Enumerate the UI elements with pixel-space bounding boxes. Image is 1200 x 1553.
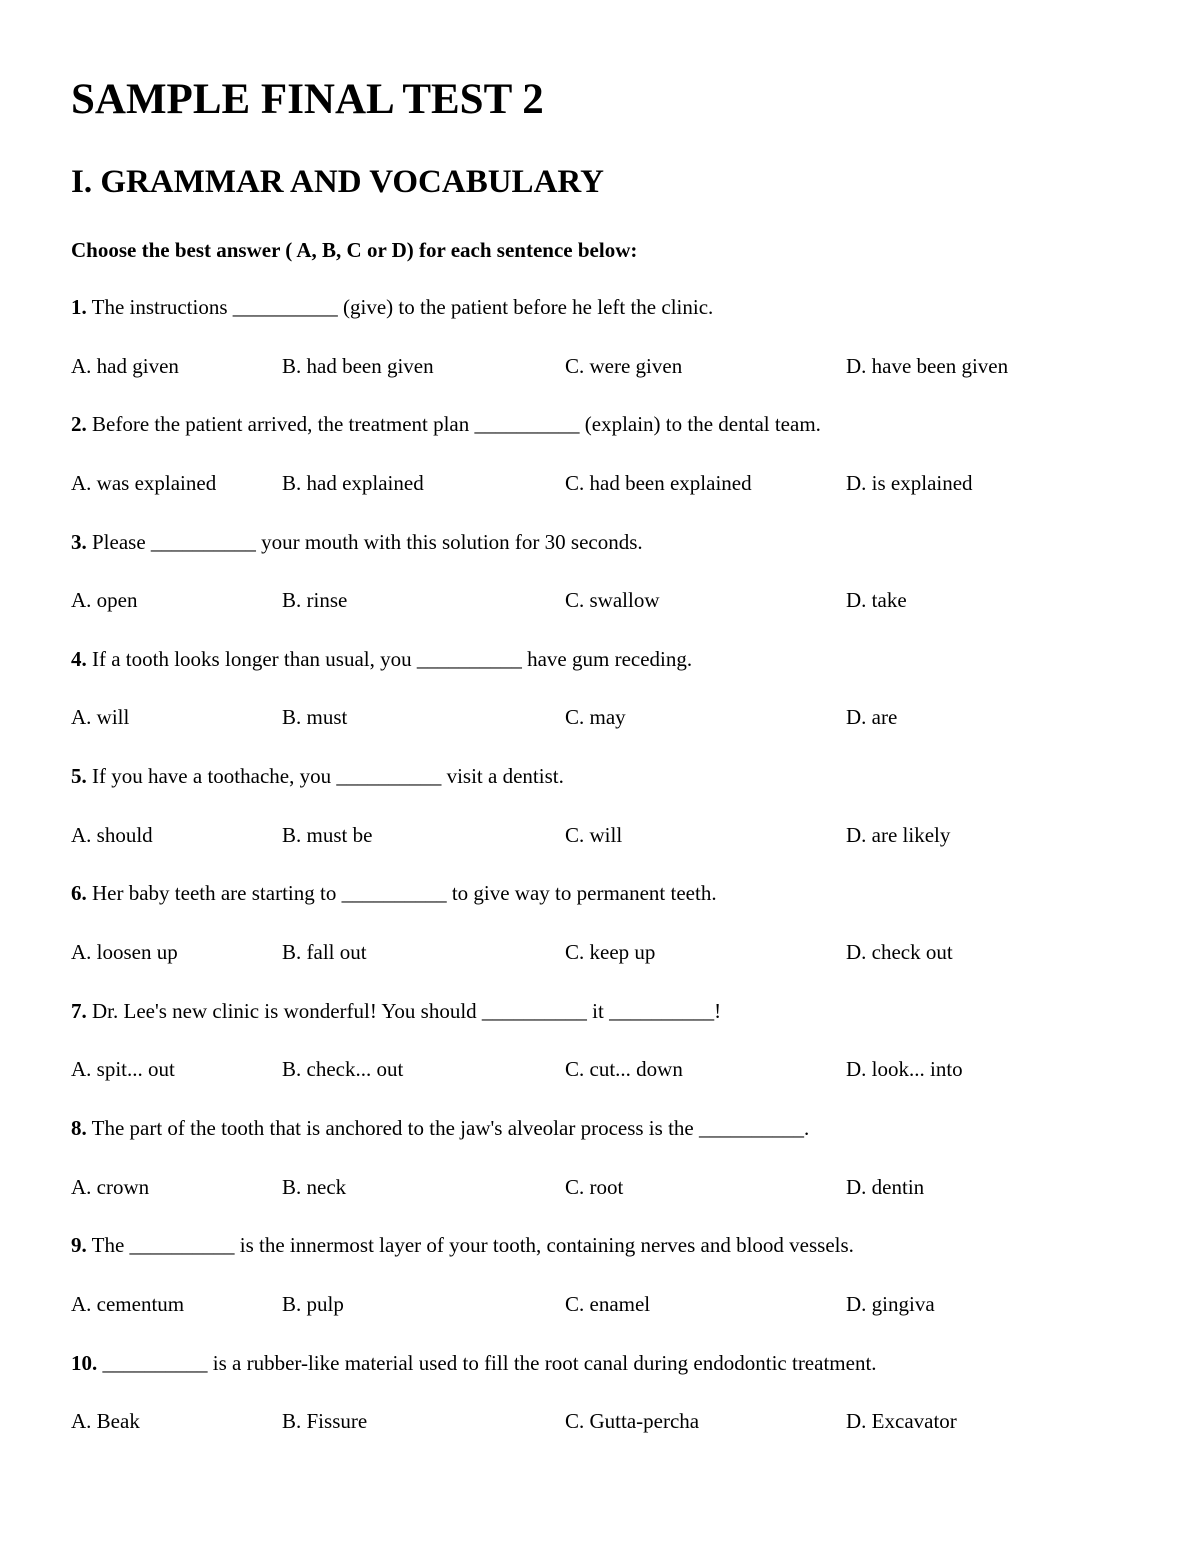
option-a[interactable]: A. spit... out [71, 1057, 175, 1082]
option-d[interactable]: D. Excavator [846, 1409, 957, 1434]
question-text: If a tooth looks longer than usual, you __________ have gum receding. [86, 646, 693, 671]
question-stem [71, 645, 1151, 704]
question-number: 1. [71, 295, 87, 319]
option-c[interactable]: C. will [565, 822, 623, 847]
question-6 [71, 879, 1151, 996]
question-text: The part of the tooth that is anchored to the jaw's alveolar process is the __________. [86, 1116, 810, 1141]
answer-options [71, 938, 1151, 997]
option-b[interactable]: B. fall out [282, 940, 367, 965]
question-number: 2. [71, 412, 87, 437]
option-c[interactable]: C. swallow [565, 588, 660, 613]
option-b[interactable]: B. rinse [282, 588, 348, 613]
option-a[interactable]: A. will [71, 705, 130, 730]
question-number: 6. [71, 881, 87, 906]
question-3 [71, 528, 1151, 645]
answer-options [71, 352, 1151, 411]
question-8 [71, 1114, 1151, 1231]
answer-options [71, 821, 1151, 880]
answer-options [71, 1055, 1151, 1114]
question-text: Dr. Lee's new clinic is wonderful! You should __________ it __________! [86, 998, 722, 1023]
question-number: 4. [71, 646, 87, 671]
question-2 [71, 410, 1151, 527]
option-d[interactable]: D. gingiva [846, 1291, 935, 1316]
question-number: 5. [71, 764, 87, 789]
question-9 [71, 1231, 1151, 1348]
test-title: SAMPLE FINAL TEST 2 [71, 76, 544, 123]
option-a[interactable]: A. Beak [71, 1409, 140, 1434]
option-b[interactable]: B. pulp [282, 1291, 344, 1316]
option-a[interactable]: A. loosen up [71, 940, 178, 965]
question-stem [71, 879, 1151, 938]
option-c[interactable]: C. were given [565, 353, 683, 378]
question-1 [71, 293, 1151, 410]
question-text: Her baby teeth are starting to __________ to give way to permanent teeth. [86, 881, 717, 906]
instruction-text: Choose the best answer ( A, B, C or D) for each sentence below: [71, 238, 638, 262]
question-7 [71, 997, 1151, 1114]
question-text: Before the patient arrived, the treatment plan __________ (explain) to the dental team. [86, 412, 821, 437]
question-stem [71, 1231, 1151, 1290]
question-number: 8. [71, 1116, 87, 1141]
option-c[interactable]: C. may [565, 705, 626, 730]
question-text: __________ is a rubber-like material used to fill the root canal during endodontic treatment. [97, 1350, 877, 1375]
question-stem [71, 1114, 1151, 1173]
option-c[interactable]: C. had been explained [565, 470, 752, 495]
question-5 [71, 762, 1151, 879]
option-c[interactable]: C. root [565, 1174, 624, 1199]
option-d[interactable]: D. dentin [846, 1174, 925, 1199]
question-text: If you have a toothache, you __________ visit a dentist. [86, 764, 564, 789]
question-number: 3. [71, 529, 87, 554]
question-stem [71, 293, 1151, 352]
question-10 [71, 1349, 1151, 1466]
question-number: 9. [71, 1233, 87, 1258]
option-b[interactable]: B. had been given [282, 353, 434, 378]
option-d[interactable]: D. check out [846, 940, 953, 965]
option-d[interactable]: D. are [846, 705, 898, 730]
option-b[interactable]: B. neck [282, 1174, 347, 1199]
option-a[interactable]: A. cementum [71, 1291, 185, 1316]
option-d[interactable]: D. is explained [846, 470, 973, 495]
option-c[interactable]: C. keep up [565, 940, 656, 965]
question-number: 10. [71, 1350, 98, 1375]
question-text: The __________ is the innermost layer of your tooth, containing nerves and blood vessels. [86, 1233, 854, 1258]
option-a[interactable]: A. crown [71, 1174, 150, 1199]
option-d[interactable]: D. look... into [846, 1057, 963, 1082]
answer-options [71, 1407, 1151, 1466]
answer-options [71, 1173, 1151, 1232]
answer-options [71, 703, 1151, 762]
question-text: The instructions __________ (give) to the patient before he left the clinic. [86, 295, 714, 319]
option-c[interactable]: C. cut... down [565, 1057, 683, 1082]
answer-options [71, 1290, 1151, 1349]
option-b[interactable]: B. must [282, 705, 348, 730]
question-list [71, 293, 1151, 1466]
answer-options [71, 586, 1151, 645]
section-title: I. GRAMMAR AND VOCABULARY [71, 164, 604, 200]
answer-options [71, 469, 1151, 528]
option-a[interactable]: A. was explained [71, 470, 217, 495]
question-stem [71, 1349, 1151, 1408]
option-b[interactable]: B. check... out [282, 1057, 404, 1082]
option-a[interactable]: A. should [71, 822, 153, 847]
option-b[interactable]: B. had explained [282, 470, 424, 495]
question-stem [71, 997, 1151, 1056]
option-c[interactable]: C. enamel [565, 1291, 651, 1316]
option-b[interactable]: B. Fissure [282, 1409, 368, 1434]
option-a[interactable]: A. had given [71, 353, 179, 378]
option-a[interactable]: A. open [71, 588, 138, 613]
question-4 [71, 645, 1151, 762]
option-d[interactable]: D. take [846, 588, 907, 613]
question-stem [71, 410, 1151, 469]
option-c[interactable]: C. Gutta-percha [565, 1409, 700, 1434]
option-d[interactable]: D. are likely [846, 822, 951, 847]
question-stem [71, 528, 1151, 587]
option-b[interactable]: B. must be [282, 822, 373, 847]
question-number: 7. [71, 998, 87, 1023]
question-stem [71, 762, 1151, 821]
question-text: Please __________ your mouth with this solution for 30 seconds. [86, 529, 643, 554]
option-d[interactable]: D. have been given [846, 353, 1009, 378]
